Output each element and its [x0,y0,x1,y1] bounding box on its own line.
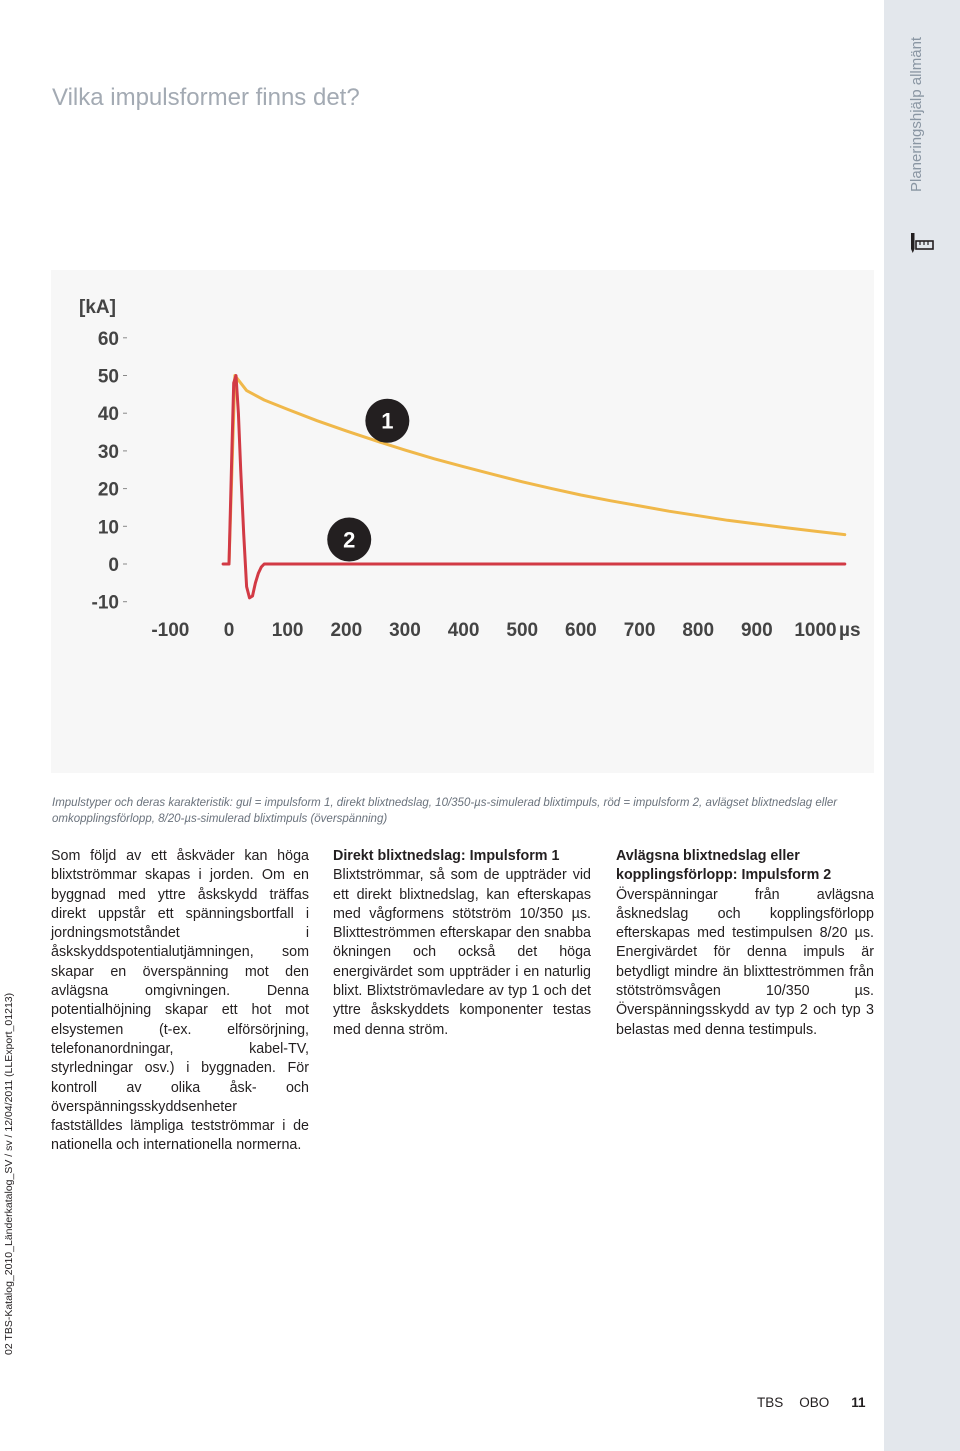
footer [757,1395,866,1410]
side-band [884,0,960,1451]
x-axis-unit: µs [839,620,861,641]
chart-panel [51,270,874,773]
column-2-body: Blixtströmmar, så som de uppträder vid ett direkt blixtnedslag, kan efterskapas med vågformens stötström 10/350 µs. Blixtteströmmen efterskapar den snabba ökningen och också det höga energivärdet som uppträder i en naturlig blixt. Blixtströmavledare av typ 1 och det yttre åskskyddets komponenter testas med denna ström. [333,867,591,1038]
y-tick-label: 50 [97,366,119,388]
marker-label: 2 [343,527,356,553]
series-marker-2 [327,517,371,561]
x-tick-label: 700 [623,620,656,641]
x-tick-label: 200 [330,620,363,641]
y-tick-label: -10 [91,592,119,614]
footer-brand-obo: OBO [799,1395,830,1410]
x-tick-label: 300 [389,620,421,641]
x-tick-label: 900 [740,620,773,641]
text-column-3 [616,847,874,1040]
x-tick-label: 600 [565,620,597,641]
marker-label: 1 [381,408,394,434]
page-title: Vilka impulsformer finns det? [52,84,360,111]
x-tick-label: 0 [223,620,235,641]
series-line-1 [229,376,845,565]
x-tick-label: 400 [447,620,480,641]
y-tick-label: 30 [97,441,119,463]
y-axis-label: [kA] [79,297,116,318]
section-title: Planeringshjälp allmänt [908,36,925,192]
y-tick-label: 60 [97,328,119,350]
page-number: 11 [851,1395,866,1410]
column-2-heading: Direkt blixtnedslag: Impulsform 1 [333,848,560,864]
text-column-1 [51,847,309,1156]
figure-caption: Impulstyper och deras karakteristik: gul = impulsform 1, direkt blixtnedslag, 10/350-µs-simulerad blixtimpuls, röd = impulsform 2, avlägset blixtnedslag eller omkopplingsförlopp, 8/20-µs-simulerad blixtimpuls (överspänning) [52,797,838,825]
y-tick-label: 20 [97,479,119,501]
series-marker-1 [365,399,409,443]
x-tick-label: 500 [506,620,539,641]
ruler-pencil-icon [909,230,935,254]
column-3-body: Överspänningar från avlägsna åsknedslag och kopplingsförlopp efterskapas med testimpulsen 8/20 µs. Energivärdet för denna impuls är betydligt mindre än blixtteströmmen från stötströmsvågen 10/350 µs. Överspänningsskydd av typ 2 och typ 3 belastas med denna testimpuls. [616,886,874,1038]
y-tick-label: 0 [108,555,119,576]
text-column-2 [333,847,591,1040]
footer-brand-tbs: TBS [757,1395,784,1410]
x-tick-label: 1000 [794,620,837,641]
document-code: 02 TBS-Katalog_2010_Länderkatalog_SV / sv / 12/04/2011 (LLExport_01213) [3,992,15,1355]
impulse-chart [51,270,874,773]
y-tick-label: 10 [97,517,119,539]
x-tick-label: 800 [682,620,715,641]
x-tick-label: 100 [271,620,304,641]
column-3-heading: Avlägsna blixtnedslag eller kopplingsförlopp: Impulsform 2 [616,848,832,884]
column-1-body: Som följd av ett åskväder kan höga blixtströmmar skapas i jorden. Om en byggnad med yttre åskskydd träffas direkt uppstår ett spänningsbortfall i jordningsmotståndet i åskskyddspotentialutjämningen, som skapar en överspänning mot den avlägsna omgivningen. Denna potentialhöjning skapar ett hot mot elsystemen (t-ex. elförsörjning, telefonanordningar, kabel-TV, styrledningar osv.) i byggnaden. För kontroll av olika åsk- och överspänningsskyddsenheter fastställdes lämpliga testströmmar i de nationella och internationella normerna. [51,848,309,1154]
series-line-2 [223,376,845,598]
y-tick-label: 40 [97,404,119,426]
x-tick-label: -100 [151,620,190,641]
